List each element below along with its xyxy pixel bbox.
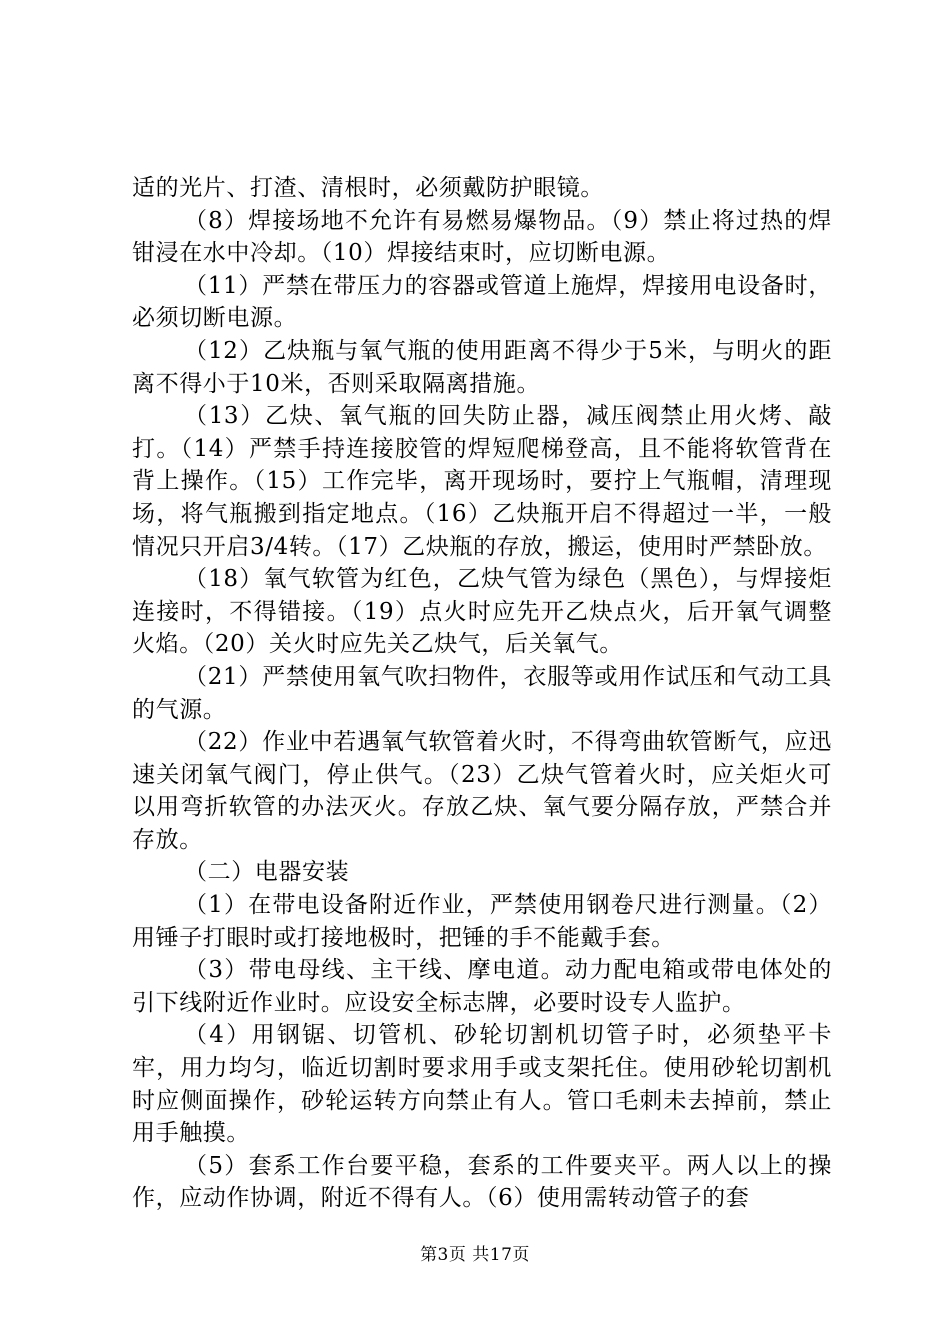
paragraph-7: （21）严禁使用氧气吹扫物件，衣服等或用作试压和气动工具的气源。	[132, 663, 832, 723]
paragraph-2: （8）焊接场地不允许有易燃易爆物品。（9）禁止将过热的焊钳浸在水中冷却。（10）焊接结束时，应切断电源。	[132, 207, 832, 267]
document-body	[132, 172, 832, 1215]
paragraph-4: （12）乙炔瓶与氧气瓶的使用距离不得少于5米，与明火的距离不得小于10米，否则采取隔离措施。	[132, 337, 832, 397]
paragraph-11: （3）带电母线、主干线、摩电道。动力配电箱或带电体处的引下线附近作业时。应设安全标志牌，必要时设专人监护。	[132, 957, 832, 1016]
paragraph-13: （5）套系工作台要平稳，套系的工件要夹平。两人以上的操作，应动作协调，附近不得有人。（6）使用需转动管子的套	[132, 1152, 832, 1212]
paragraph-1: 适的光片、打渣、清根时，必须戴防护眼镜。	[132, 175, 604, 201]
section-heading-electrical: （二）电器安装	[184, 859, 350, 886]
paragraph-6: （18）氧气软管为红色，乙炔气管为绿色（黑色），与焊接炬连接时，不得错接。（19）点火时应先开乙炔点火，后开氧气调整火焰。（20）关火时应先关乙炔气，后关氧气。	[132, 566, 832, 658]
paragraph-10: （1）在带电设备附近作业，严禁使用钢卷尺进行测量。（2）用锤子打眼时或打接地极时，把锤的手不能戴手套。	[132, 892, 832, 951]
paragraph-5: （13）乙炔、氧气瓶的回失防止器，减压阀禁止用火烤、敲打。（14）严禁手持连接胶管的焊短爬梯登高，且不能将软管背在背上操作。（15）工作完毕，离开现场时，要拧上气瓶帽，清理现场，将气瓶搬到指定地点。（16）乙炔瓶开启不得超过一半，一般情况只开启3/4转。（17）乙炔瓶的存放，搬运，使用时严禁卧放。	[132, 403, 832, 560]
paragraph-3: （11）严禁在带压力的容器或管道上施焊，焊接用电设备时，必须切断电源。	[132, 272, 832, 332]
page-footer: 第3页 共17页	[420, 1245, 530, 1265]
paragraph-12: （4）用钢锯、切管机、砂轮切割机切管子时，必须垫平卡牢，用力均匀，临近切割时要求用手或支架托住。使用砂轮切割机时应侧面操作，砂轮运转方向禁止有人。管口毛刺未去掉前，禁止用手触摸。	[132, 1022, 832, 1147]
paragraph-8: （22）作业中若遇氧气软管着火时，不得弯曲软管断气，应迅速关闭氧气阀门，停止供气。（23）乙炔气管着火时，应关炬火可以用弯折软管的办法灭火。存放乙炔、氧气要分隔存放，严禁合并存放。	[132, 729, 832, 853]
